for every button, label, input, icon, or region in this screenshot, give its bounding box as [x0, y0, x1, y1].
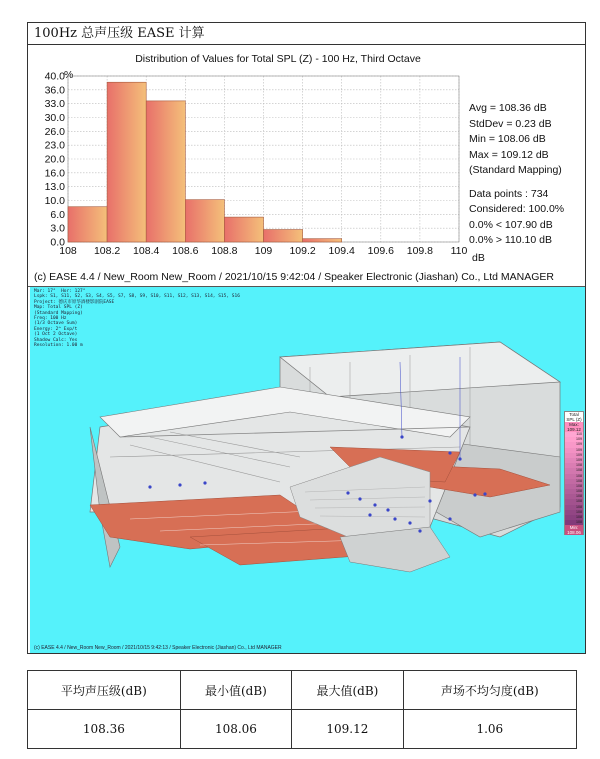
header-max: 最大值(dB): [292, 671, 403, 710]
stat-max: Max = 109.12 dB: [469, 148, 549, 161]
legend-row: 108: [565, 520, 583, 525]
x-tick-label: 108.6: [172, 245, 199, 257]
stat-data-points: Data points : 734: [469, 187, 549, 200]
y-tick-label: 40.0: [44, 70, 65, 83]
x-axis-label: dB: [472, 252, 485, 264]
legend-row: 109: [565, 453, 583, 458]
legend-row: 108: [565, 484, 583, 489]
legend-row: 108: [565, 489, 583, 494]
page-title: 100Hz 总声压级 EASE 计算: [28, 23, 585, 45]
stats-panel: [469, 101, 584, 249]
legend-max: Max: 109.12: [565, 422, 583, 432]
room-3d-view: [30, 287, 585, 653]
legend-title: Total SPL (Z): [566, 412, 582, 422]
stat-below: 0.0% < 107.90 dB: [469, 218, 553, 231]
histogram-bar-5: [264, 230, 303, 242]
room-info-text: Mar: 17° Hor: 127° Lspk: S1, S11, S2, S3, S4, S5, S7, S8, S9, S10, S11, S12, S13, S14, S15, S16 Project: 德庆市原华酒楼影剧院EASE Map: Total SPL (Z) (Standard Mapping) Freq: 100 Hz (1/3 Octave Sum) Energy: 2^ Exp/t (1 Oct 2 Octave) Shadow Calc: Yes Resolution: 1.00 m: [34, 289, 240, 349]
histogram-bar-6: [303, 239, 342, 242]
spl-legend: [564, 411, 584, 535]
legend-row: 108: [565, 479, 583, 484]
y-tick-label: 6.0: [50, 208, 65, 221]
histogram-bar-0: [68, 207, 107, 242]
y-tick-label: 16.0: [44, 167, 65, 180]
y-tick-label: 30.0: [44, 112, 65, 124]
x-tick-label: 108: [59, 245, 77, 257]
x-tick-label: 108.4: [133, 245, 160, 257]
results-header-row: [28, 671, 577, 710]
stat-considered: Considered: 100.0%: [469, 203, 565, 215]
y-tick-label: 26.0: [44, 125, 65, 138]
y-tick-label: 13.0: [44, 181, 65, 194]
legend-row: 109: [565, 448, 583, 453]
value-min: 108.06: [180, 710, 291, 749]
x-tick-label: 108.2: [93, 245, 121, 257]
value-unevenness: 1.06: [403, 710, 576, 749]
y-tick-label: 3.0: [50, 222, 65, 235]
y-tick-label: 36.0: [44, 84, 65, 97]
x-tick-label: 109.8: [406, 245, 434, 257]
results-table: [27, 670, 577, 749]
y-tick-label: 10.0: [44, 195, 65, 207]
legend-row: 108: [565, 505, 583, 510]
stat-mapping: (Standard Mapping): [469, 164, 562, 176]
stat-stddev: StdDev = 0.23 dB: [469, 117, 552, 130]
stat-avg: Avg = 108.36 dB: [469, 102, 547, 114]
histogram-bar-4: [224, 217, 263, 242]
legend-row: 108: [565, 494, 583, 499]
legend-row: 109: [565, 442, 583, 447]
histogram-footer: (c) EASE 4.4 / New_Room New_Room / 2021/10/15 9:42:04 / Speaker Electronic (Jiashan) Co., Ltd MANAGER: [34, 271, 554, 283]
histogram-bar-3: [185, 200, 224, 242]
x-tick-label: 109.4: [328, 245, 355, 257]
y-axis-label: %: [64, 69, 74, 81]
x-tick-labels: [59, 245, 467, 257]
legend-row: 109: [565, 458, 583, 463]
legend-row: 108: [565, 510, 583, 515]
x-tick-label: 108.8: [211, 245, 238, 257]
legend-row: 108: [565, 499, 583, 504]
y-tick-label: 20.0: [44, 153, 65, 166]
x-tick-label: 109: [254, 245, 273, 257]
header-min: 最小值(dB): [180, 671, 291, 710]
header-unevenness: 声场不均匀度(dB): [403, 671, 576, 710]
legend-row: 110: [565, 432, 583, 437]
results-value-row: [28, 710, 577, 749]
chart-title: Distribution of Values for Total SPL (Z) - 100 Hz, Third Octave: [135, 53, 421, 65]
y-tick-labels: [45, 71, 66, 249]
x-tick-label: 110: [450, 245, 468, 257]
legend-row: 109: [565, 437, 583, 442]
histogram-bar-2: [146, 101, 185, 242]
stat-min: Min = 108.06 dB: [469, 133, 546, 145]
histogram-panel: [28, 45, 585, 287]
legend-row: 108: [565, 474, 583, 479]
x-tick-label: 109.2: [289, 245, 316, 257]
y-tick-label: 33.0: [44, 98, 65, 111]
report-frame: [27, 22, 586, 654]
legend-row: 108: [565, 463, 583, 468]
legend-scale: [565, 432, 583, 525]
y-tick-label: 0.0: [50, 236, 65, 249]
chart-bars: [68, 82, 342, 242]
header-avg-spl: 平均声压级(dB): [28, 671, 181, 710]
room-footer: (c) EASE 4.4 / New_Room New_Room / 2021/10/15 9:42:13 / Speaker Electronic (Jiashan) Co., Ltd MANAGER: [34, 645, 282, 651]
legend-row: 108: [565, 515, 583, 520]
y-tick-label: 23.0: [44, 139, 65, 152]
x-tick-label: 109.6: [367, 245, 394, 257]
legend-row: 108: [565, 468, 583, 473]
value-max: 109.12: [292, 710, 403, 749]
value-avg-spl: 108.36: [28, 710, 181, 749]
histogram-bar-1: [107, 82, 146, 242]
stat-above: 0.0% > 110.10 dB: [469, 234, 552, 246]
legend-min: Min: 108.06: [565, 525, 583, 535]
